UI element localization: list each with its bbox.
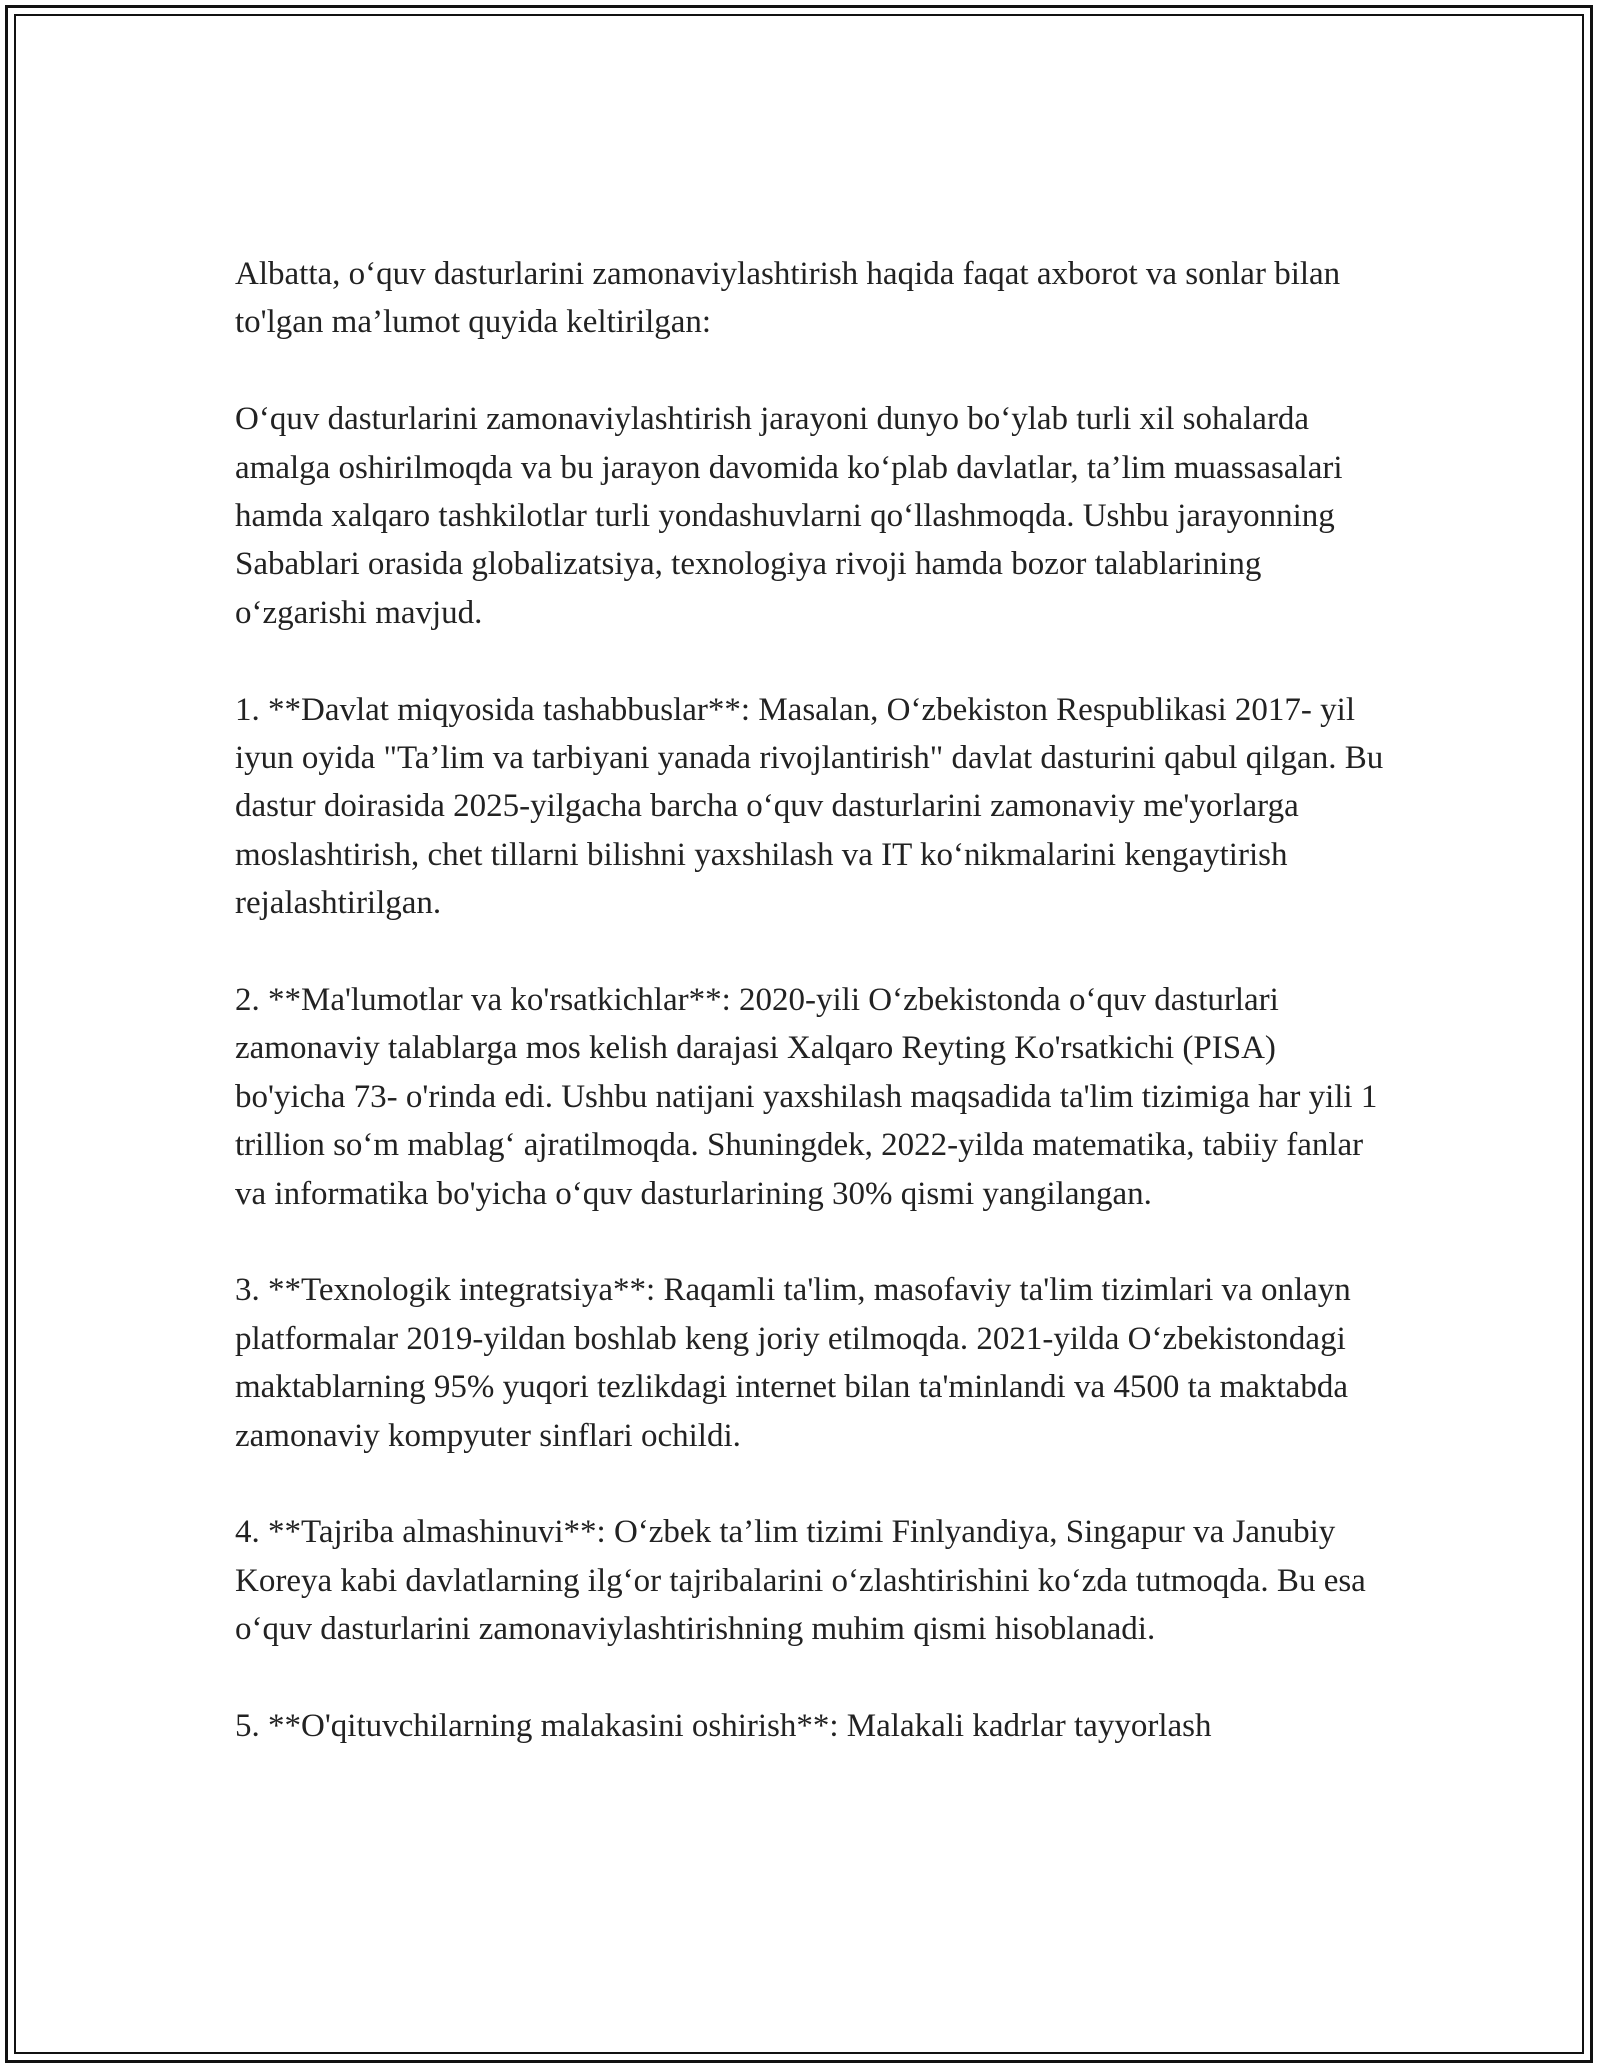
list-item-1: 1. **Davlat miqyosida tashabbuslar**: Masalan, O‘zbekiston Respublikasi 2017- yil iyun oyida "Ta’lim va tarbiyani yanada rivojlantirish" davlat dasturini qabul qilgan. Bu dastur doirasida 2025-yilgacha barcha o‘quv dasturlarini zamonaviy me'yorlarga moslashtirish, chet tillarni bilishni yaxshilash va IT ko‘nikmalarini kengaytirish rejalashtirilgan.: [235, 691, 1384, 922]
list-item-5: 5. **O'qituvchilarning malakasini oshirish**: Malakali kadrlar tayyorlash: [235, 1708, 1212, 1745]
intro-paragraph: Albatta, o‘quv dasturlarini zamonaviylashtirish haqida faqat axborot va sonlar bilan to'lgan ma’lumot quyida keltirilgan:: [235, 256, 1341, 341]
list-item-4: 4. **Tajriba almashinuvi**: O‘zbek ta’lim tizimi Finlyandiya, Singapur va Janubiy Koreya kabi davlatlarning ilg‘or tajribalarini o‘zlashtirishini ko‘zda tutmoqda. Bu esa o‘quv dasturlarini zamonaviylashtirishning muhim qismi hisoblanadi.: [235, 1514, 1366, 1648]
list-item-3: 3. **Texnologik integratsiya**: Raqamli ta'lim, masofaviy ta'lim tizimlari va onlayn platformalar 2019-yildan boshlab keng joriy etilmoqda. 2021-yilda O‘zbekistondagi maktablarning 95% yuqori tezlikdagi internet bilan ta'minlandi va 4500 ta maktabda zamonaviy kompyuter sinflari ochildi.: [235, 1272, 1351, 1454]
list-item-2: 2. **Ma'lumotlar va ko'rsatkichlar**: 2020-yili O‘zbekistonda o‘quv dasturlari zamonaviy talablarga mos kelish darajasi Xalqaro Reyting Ko'rsatkichi (PISA) bo'yicha 73- o'rinda edi. Ushbu natijani yaxshilash maqsadida ta'lim tizimiga har yili 1 trillion so‘m mablag‘ ajratilmoqda. Shuningdek, 2022-yilda matematika, tabiiy fanlar va informatika bo'yicha o‘quv dasturlarining 30% qismi yangilangan.: [235, 982, 1378, 1212]
overview-paragraph: O‘quv dasturlarini zamonaviylashtirish jarayoni dunyo bo‘ylab turli xil sohalarda amalga oshirilmoqda va bu jarayon davomida ko‘plab davlatlar, ta’lim muassasalari hamda xalqaro tashkilotlar turli yondashuvlarni qo‘llashmoqda. Ushbu jarayonning Sabablari orasida globalizatsiya, texnologiya rivoji hamda bozor talablarining o‘zgarishi mavjud.: [235, 401, 1343, 631]
document-body: [235, 250, 1385, 1751]
